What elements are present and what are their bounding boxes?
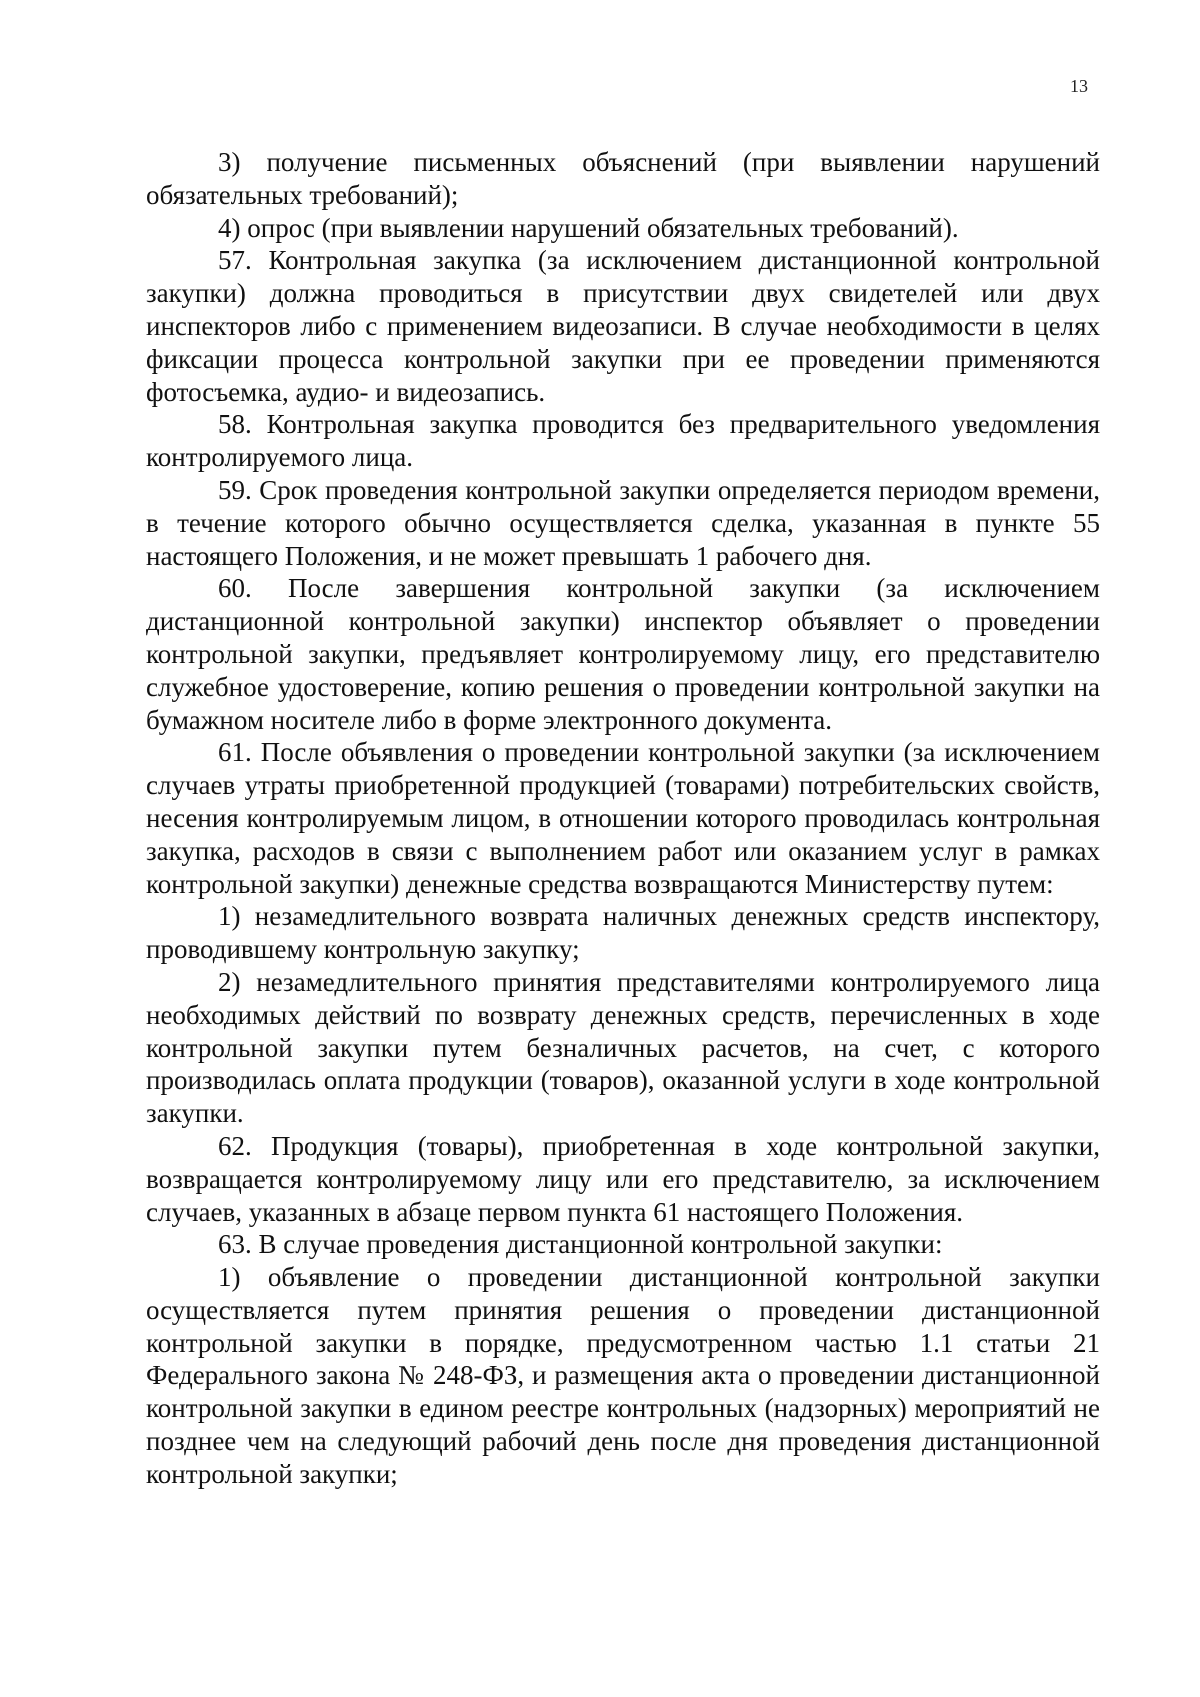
paragraph-57: 57. Контрольная закупка (за исключением дистанционной контрольной закупки) должна проводиться в присутствии двух свидетелей или двух инспекторов либо с применением видеозаписи. В случае необходимости в целях фиксации процесса контрольной закупки при ее проведении применяются фотосъемка, аудио- и видеозапись. <box>146 245 1100 407</box>
paragraph-62: 62. Продукция (товары), приобретенная в ходе контрольной закупки, возвращается контролируемому лицу или его представителю, за исключением случаев, указанных в абзаце первом пункта 61 настоящего Положения. <box>146 1130 1100 1227</box>
paragraph-61: 61. После объявления о проведении контрольной закупки (за исключением случаев утраты приобретенной продукцией (товарами) потребительских свойств, несения контролируемым лицом, в отношении которого проводилась контрольная закупка, расходов в связи с выполнением работ или оказанием услуг в рамках контрольной закупки) денежные средства возвращаются Министерству путем: <box>146 737 1100 899</box>
paragraph-61-item-2: 2) незамедлительного принятия представителями контролируемого лица необходимых действий по возврату денежных средств, перечисленных в ходе контрольной закупки путем безналичных расчетов, на счет, с которого производилась оплата продукции (товаров), оказанной услуги в ходе контрольной закупки. <box>146 966 1100 1129</box>
paragraph-59: 59. Срок проведения контрольной закупки определяется периодом времени, в течение которого обычно осуществляется сделка, указанная в пункте 55 настоящего Положения, и не может превышать 1 рабочего дня. <box>146 474 1100 571</box>
paragraph-63: 63. В случае проведения дистанционной контрольной закупки: <box>218 1229 943 1260</box>
paragraph-60: 60. После завершения контрольной закупки (за исключением дистанционной контрольной закупки) инспектор объявляет о проведении контрольной закупки, предъявляет контролируемому лицу, его представителю служебное удостоверение, копию решения о проведении контрольной закупки на бумажном носителе либо в форме электронного документа. <box>146 573 1100 735</box>
paragraph-61-item-1: 1) незамедлительного возврата наличных денежных средств инспектору, проводившему контрольную закупку; <box>146 901 1100 965</box>
paragraph-63-item-1: 1) объявление о проведении дистанционной контрольной закупки осуществляется путем принятия решения о проведении дистанционной контрольной закупки в порядке, предусмотренном частью 1.1 статьи 21 Федерального закона № 248-ФЗ, и размещения акта о проведении дистанционной контрольной закупки в едином реестре контрольных (надзорных) мероприятий не позднее чем на следующий рабочий день после дня проведения дистанционной контрольной закупки; <box>146 1262 1100 1489</box>
paragraph-58: 58. Контрольная закупка проводится без предварительного уведомления контролируемого лица. <box>146 409 1100 473</box>
document-body <box>146 146 1100 1491</box>
paragraph-item-3: 3) получение письменных объяснений (при выявлении нарушений обязательных требований); <box>146 147 1100 210</box>
page-number: 13 <box>1070 76 1088 96</box>
paragraph-item-4: 4) опрос (при выявлении нарушений обязательных требований). <box>218 212 959 243</box>
